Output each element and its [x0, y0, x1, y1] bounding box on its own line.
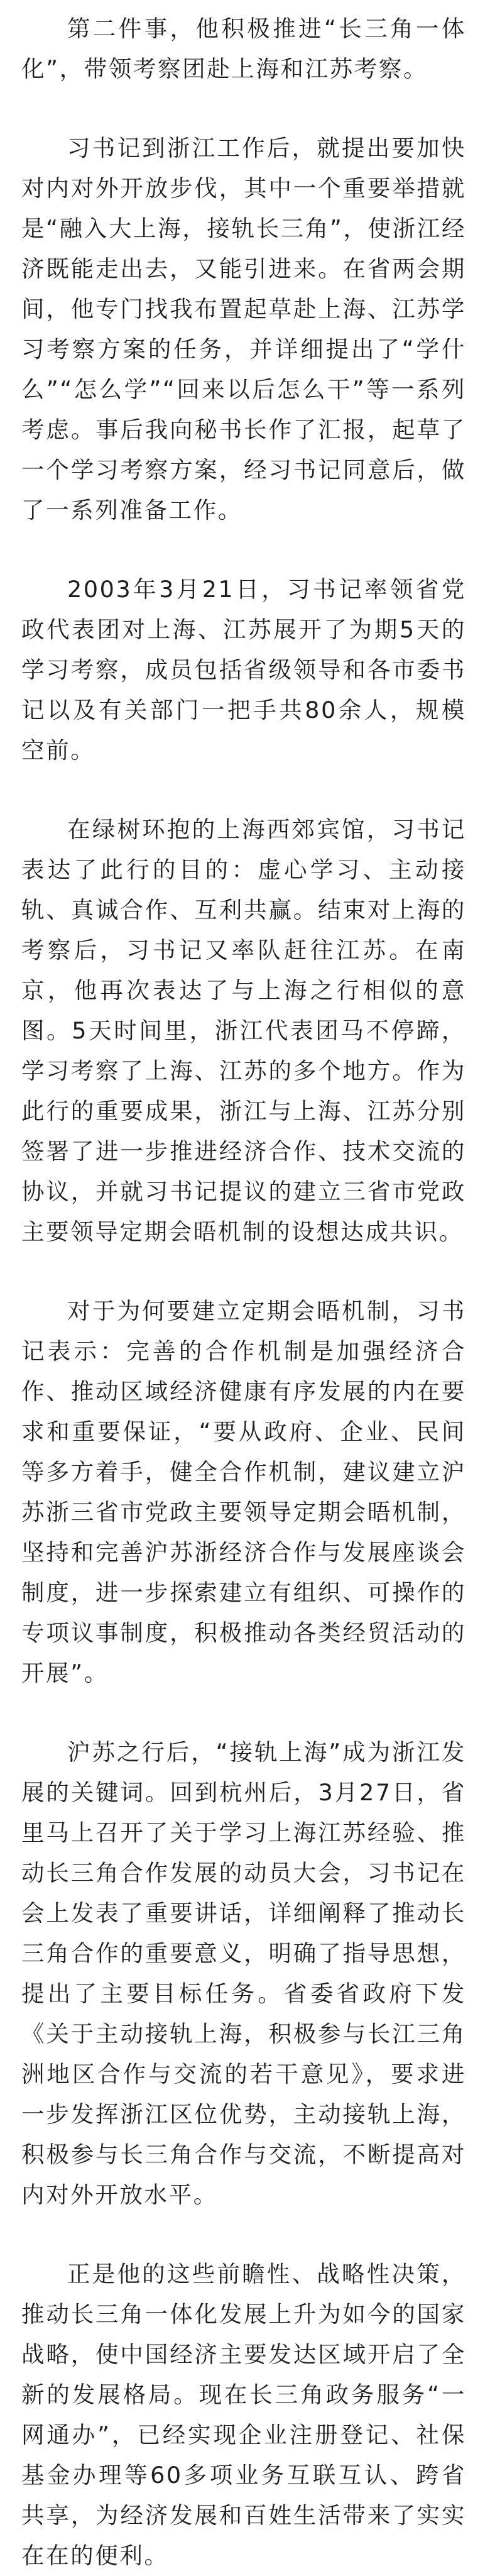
paragraph: 第二件事，他积极推进“长三角一体化”，带领考察团赴上海和江苏考察。: [21, 15, 466, 82]
paragraph: 对于为何要建立定期会晤机制，习书记表示：完善的合作机制是加强经济合作、推动区域经济健康有序发展的内在要求和重要保证，“要从政府、企业、民间等多方着手，健全合作机制，建议建立沪苏浙三省市党政主要领导定期会晤机制，坚持和完善沪苏浙经济合作与发展座谈会制度，进一步探索建立有组织、可操作的专项议事制度，积极推动各类经贸活动的开展”。: [21, 1297, 466, 1687]
paragraph: 正是他的这些前瞻性、战略性决策，推动长三角一体化发展上升为如今的国家战略，使中国经济主要发达区域开启了全新的发展格局。现在长三角政务服务“一网通办”，已经实现企业注册登记、社保基金办理等60多项业务互联互认、跨省共享，为经济发展和百姓生活带来了实实在在的便利。: [21, 2260, 466, 2569]
paragraph: 2003年3月21日，习书记率领省党政代表团对上海、江苏展开了为期5天的学习考察，成员包括省级领导和各市委书记以及有关部门一把手共80余人，规模空前。: [21, 576, 466, 764]
paragraph: 沪苏之行后，“接轨上海”成为浙江发展的关键词。回到杭州后，3月27日，省里马上召开了关于学习上海江苏经验、推动长三角合作发展的动员大会，习书记在会上发表了重要讲话，详细阐释了推动长三角合作的重要意义，明确了指导思想，提出了主要目标任务。省委省政府下发《关于主动接轨上海，积极参与长江三角洲地区合作与交流的若干意见》，要求进一步发挥浙江区位优势，主动接轨上海，积极参与长三角合作与交流，不断提高对内对外开放水平。: [21, 1739, 466, 2208]
paragraph: 在绿树环抱的上海西郊宾馆，习书记表达了此行的目的：虚心学习、主动接轨、真诚合作、互利共赢。结束对上海的考察后，习书记又率队赶往江苏。在南京，他再次表达了与上海之行相似的意图。5天时间里，浙江代表团马不停蹄，学习考察了上海、江苏的多个地方。作为此行的重要成果，浙江与上海、江苏分别签署了进一步推进经济合作、技术交流的协议，并就习书记提议的建立三省市党政主要领导定期会晤机制的设想达成共识。: [21, 816, 466, 1245]
paragraph: 习书记到浙江工作后，就提出要加快对内对外开放步伐，其中一个重要举措就是“融入大上海，接轨长三角”，使浙江经济既能走出去，又能引进来。在省两会期间，他专门找我布置起草赴上海、江苏学习考察方案的任务，并详细提出了“学什么”“怎么学”“回来以后怎么干”等一系列考虑。事后我向秘书长作了汇报，起草了一个学习考察方案，经习书记同意后，做了一系列准备工作。: [21, 135, 466, 524]
